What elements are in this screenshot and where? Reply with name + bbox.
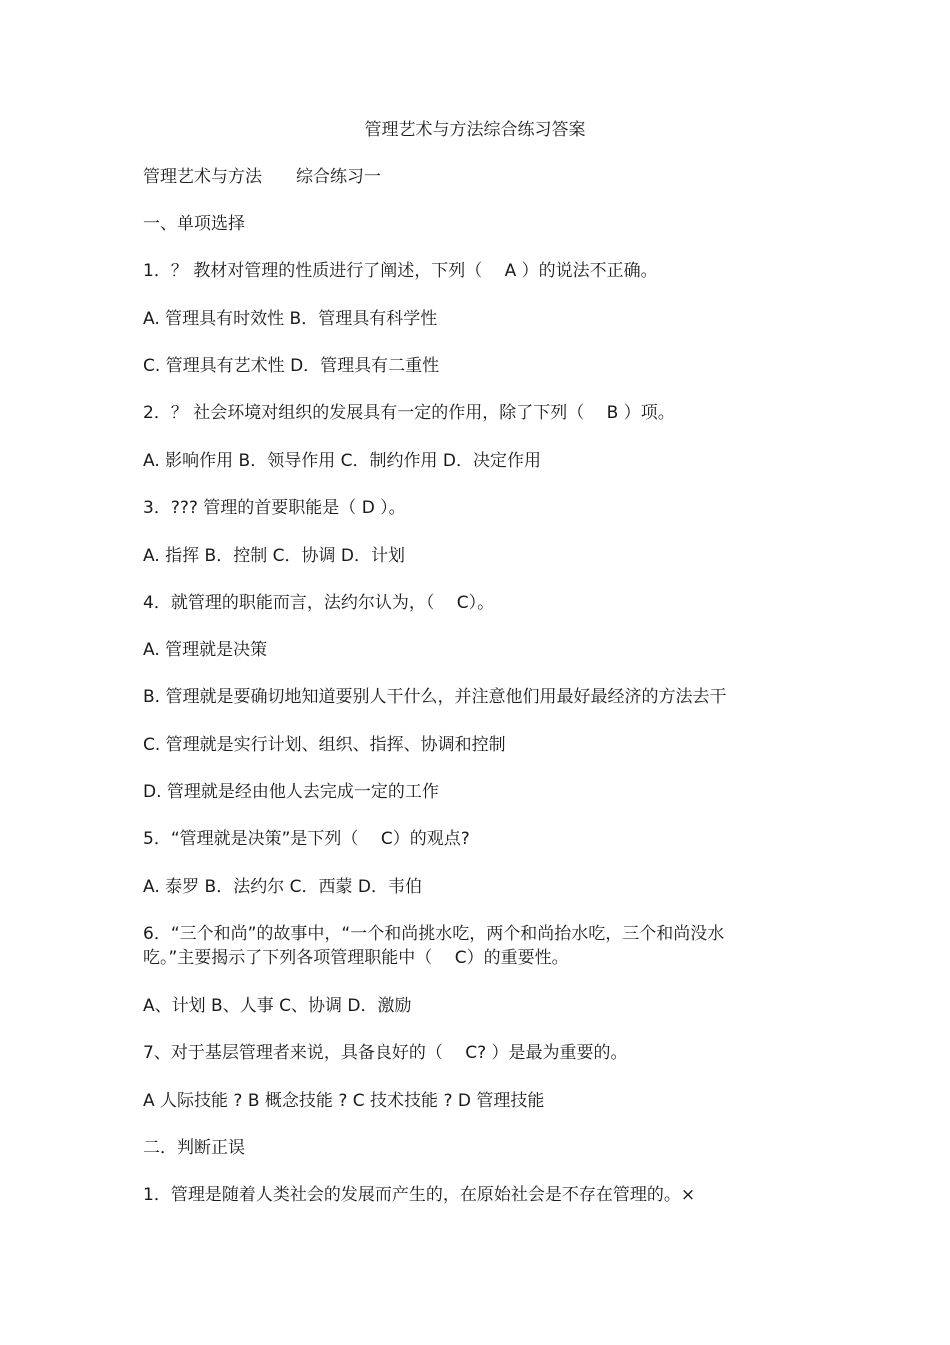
question-5-options: A. 泰罗 B．法约尔 C．西蒙 D．韦伯 bbox=[143, 877, 422, 897]
question-2: 2．？ 社会环境对组织的发展具有一定的作用，除了下列（ B ）项。 bbox=[143, 403, 675, 423]
question-6-options: A、计划 B、人事 C、协调 D．激励 bbox=[143, 996, 412, 1016]
question-1: 1．？ 教材对管理的性质进行了阐述，下列（ A ）的说法不正确。 bbox=[143, 261, 658, 281]
question-7-options: A 人际技能 ? B 概念技能 ? C 技术技能 ? D 管理技能 bbox=[143, 1091, 545, 1111]
question-4-option-c: C. 管理就是实行计划、组织、指挥、协调和控制 bbox=[143, 735, 506, 755]
question-4-option-b: B. 管理就是要确切地知道要别人干什么，并注意他们用最好最经济的方法去干 bbox=[143, 687, 727, 707]
question-5: 5．“管理就是决策”是下列（ C）的观点? bbox=[143, 829, 470, 849]
question-2-options: A. 影响作用 B．领导作用 C．制约作用 D．决定作用 bbox=[143, 451, 541, 471]
part-heading-true-false: 二．判断正误 bbox=[143, 1138, 245, 1158]
question-7: 7、对于基层管理者来说，具备良好的（ C? ）是最为重要的。 bbox=[143, 1043, 628, 1063]
question-4: 4．就管理的职能而言，法约尔认为，（ C）。 bbox=[143, 593, 495, 613]
question-1-options-ab: A. 管理具有时效性 B．管理具有科学性 bbox=[143, 309, 438, 329]
question-3-options: A. 指挥 B．控制 C．协调 D．计划 bbox=[143, 546, 405, 566]
part-heading-single-choice: 一、单项选择 bbox=[143, 214, 245, 234]
question-1-options-cd: C. 管理具有艺术性 D．管理具有二重性 bbox=[143, 356, 440, 376]
question-4-option-d: D. 管理就是经由他人去完成一定的工作 bbox=[143, 782, 439, 802]
question-3: 3．??? 管理的首要职能是（ D ）。 bbox=[143, 498, 406, 518]
document-title: 管理艺术与方法综合练习答案 bbox=[364, 120, 586, 140]
question-6: 6．“三个和尚”的故事中，“一个和尚挑水吃，两个和尚抬水吃，三个和尚没水吃。”主要揭示了下列各项管理职能中（ C）的重要性。 bbox=[143, 924, 725, 968]
true-false-question-1: 1．管理是随着人类社会的发展而产生的，在原始社会是不存在管理的。× bbox=[143, 1185, 696, 1205]
section-heading: 管理艺术与方法 综合练习一 bbox=[143, 167, 381, 187]
question-4-option-a: A. 管理就是决策 bbox=[143, 640, 268, 660]
